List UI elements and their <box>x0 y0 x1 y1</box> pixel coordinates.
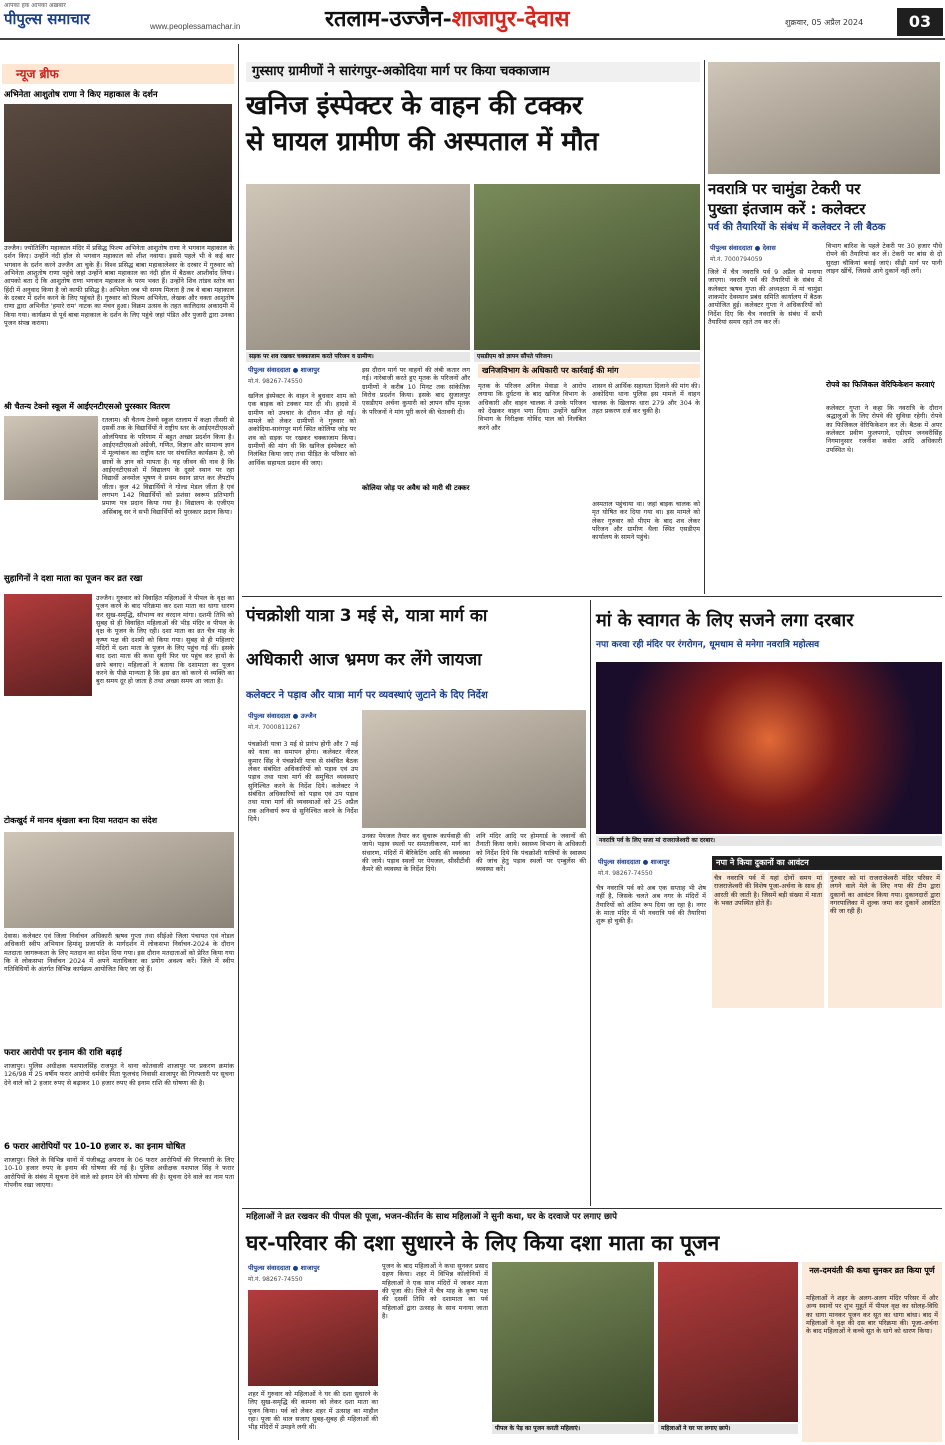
women-worship-photo <box>4 594 92 696</box>
column-divider <box>704 60 705 594</box>
side-box-body: महिलाओं ने शहर के अलग-अलग मंदिर परिसर में और अन्य स्थानों पर शुभ मुहूर्त में पीपल वृक्ष का सोलह-विधि का धागा मानकर पूजन कर सूत का धागा बांधा। बाद में महिलाओं ने वृक्ष की दस बार परिक्रमा की। पूजा-अर्चना के बाद महिलाओं ने कच्चे सूत के धागे को धारण किया। <box>806 1294 938 1336</box>
brief-title-4: टोकखुर्द में मानव श्रृंखला बना दिया मतदान का संदेश <box>4 816 158 825</box>
memorandum-photo <box>474 184 700 350</box>
brief-body-1: उज्जैन। ज्योतिर्लिंग महाकाल मंदिर में प्रसिद्ध फिल्म अभिनेता आशुतोष राणा ने भगवान महाकाल के दर्शन किए। उन्होंने नंदी हॉल से भगवान महाकाल को शीश नवाया। इससे पहले भी वे कई बार भगवान के दर्शन करने उज्जैन आ चुके हैं। विश्व प्रसिद्ध बाबा महाकालेश्वर के दरबार में गुरुवार को अभिनेता आशुतोष राणा पहुंचे जहां उन्होंने बाबा महाकाल का नंदी हॉल में बैठकर आशीर्वाद लिया। आपको बता दें कि आशुतोष राणा भगवान महाकाल के परम भक्त हैं। उन्होंने शिव तांडव स्तोत्र का हिंदी में अनुवाद किया है जो काफी प्रसिद्ध है। अभिनेता जब भी समय मिलता है तब वे बाबा महाकाल के दरबार में दर्शन करने के लिए पहुंचते हैं। गुरुवार को फिल्म अभिनेता, लेखक और वक्ता आशुतोष राणा द्वारा अभिनीत 'हमारे राम' नाटक का मंचन हुआ। विक्रम उत्सव के तहत कालिदास अकादमी में किया गया। कार्यक्रम से पूर्व बाबा महाकाल के दर्शन के लिए पहुंचे जहां पंडित और पुजारी द्वारा उनका पूजन संपन्न कराया। <box>4 244 234 327</box>
panchkroshi-col-1: पंचक्रोशी यात्रा 3 मई से प्रारंभ होगी और 7 मई को यात्रा का समापन होगा। कलेक्टर नीरज कुमार सिंह ने पंचक्रोशी यात्रा से संबंधित बैठक लेकर संबंधित अधिकारियों को पड़ाव एवं उप पड़ाव तथा यात्रा मार्ग की समुचित व्यवस्थाएं सुनिश्चित करने के निर्देश दिये। कलेक्टर ने संबंधित अधिकारियों को पड़ाव एवं उप पड़ाव तथा यात्रा मार्ग की व्यवस्थाओं को 25 अप्रैल तक अनिवार्य रूप से सुनिश्चित करने के निर्देश दिये। <box>248 740 358 823</box>
brief-title-5: फरार आरोपी पर इनाम की राशि बढ़ाई <box>4 1048 122 1058</box>
section-rule <box>242 596 942 597</box>
site-url: www.peoplessamachar.in <box>150 22 241 31</box>
darbar-col-2: चैत्र नवरात्रि पर्व में यहां दोनों समय मां राजराजेश्वरी की विशेष पूजा-अर्चना के साथ ही आरती की जाती है। जिसमें बड़ी संख्या में माता के भक्त उपस्थित होते हैं। <box>712 872 824 1008</box>
peepal-worship-photo <box>492 1262 654 1422</box>
dashamata-headline: घर-परिवार की दशा सुधारने के लिए किया दशा माता का पूजन <box>246 1231 720 1255</box>
lead-headline-2: से घायल ग्रामीण की अस्पताल में मौत <box>246 127 599 157</box>
brief-body-5: शाजापुर। पुलिस अधीक्षक यशपालसिंह राजपूत ने थाना कोतवाली शाजापुर पर प्रकरण क्रमांक 126/98 में 25 वर्षीय फरार आरोपी धर्मवीर पिता फूलचंद निवासी शाजापुर की गिरफ्तारी पर सूचना देने वाले को 2 हजार रुपए से बढ़ाकर 10 हजार रुपए की इनाम राशि की घोषणा की है। <box>4 1062 234 1087</box>
news-brief-header: न्यूज ब्रीफ <box>2 64 234 84</box>
dashamata-mobile: मो.नं. 98267-74550 <box>248 1276 303 1283</box>
panchkroshi-col-2: उनका पेयजल तैयार कर सुचारू कार्यवाही की जाये। पड़ाव स्थलों पर समतलीकरण, मार्ग का संधारण, मंदिरों में बैरिकेटिंग आदि की व्यवस्था की जाये। पड़ाव स्थलों पर पेयजल, सीसीटीवी कैमरे की व्यवस्था के निर्देश दिये। <box>362 832 470 874</box>
temple-caption: नवरात्रि पर्व के लिए सजा मां राजराजेश्वरी का दरबार। <box>596 836 942 846</box>
lead-byline: पीपुल्स संवाददाता ● शाजापुर <box>248 366 320 374</box>
navratri-subhead: रोपवे का फिजिकल वेरिफिकेशन करवाएं <box>826 380 935 389</box>
masthead <box>0 0 945 40</box>
brief-title-6: 6 फरार आरोपियों पर 10-10 हजार रु. का इनाम घोषित <box>4 1142 186 1152</box>
navratri-byline: पीपुल्स संवाददाता ● देवास <box>710 244 776 252</box>
dashamata-col-1: शहर में गुरुवार को महिलाओं ने घर की दशा सुधारने के लिए सुख-समृद्धि की कामना को लेकर दशा माता का पूजन किया। पर्व को लेकर शहर में उत्साह का माहौल रहा। पूजा की थाल सजाए सुबह-सुबह ही महिलाओं की भीड़ मंदिरों में उमड़ने लगी थी। <box>248 1390 378 1432</box>
woman-handprint-photo <box>658 1262 798 1422</box>
newspaper-logo: आपका हक आपका अख़बार पीपुल्स समाचार <box>4 2 90 28</box>
dashamata-byline: पीपुल्स संवाददाता ● शाजापुर <box>248 1264 320 1272</box>
brief-title-3: सुहागिनों ने दशा माता का पूजन कर व्रत रखा <box>4 574 143 584</box>
handprint-caption: महिलाओं ने घर पर लगाए छापे। <box>658 1424 798 1434</box>
edition-title: रतलाम-उज्जैन-शाजापुर-देवास <box>325 6 570 32</box>
column-divider <box>590 600 591 1206</box>
brief-body-6: शाजापुर। जिले के विभिन्न थानों में पंजीबद्ध अपराध के 06 फरार आरोपियों की गिरफ्तारी के लिए 10-10 हजार रुपए के इनाम की घोषणा की गई है। पुलिस अधीक्षक यशपाल सिंह ने फरार आरोपियों के संबंध में सूचना देने वाले को इनाम देने की घोषणा की है। सूचना देने वाले का नाम पता गोपनीय रखा जाएगा। <box>4 1156 234 1189</box>
blockade-photo <box>246 184 470 350</box>
lead-col-1: खनिज इंस्पेक्टर के वाहन ने बुधवार शाम को एक बाइक को टक्कर मार दी थी। हादसे में ग्रामीण को उपचार के दौरान मौत हो गई। मामले को लेकर ग्रामीणों ने गुरुवार को अकोदिया-सारंगपुर मार्ग स्थित कोलिया जोड़ पर शव को सड़क पर रखकर चक्काजाम किया। ग्रामीणों की मांग थी कि खनिज इंस्पेक्टर को निलंबित किया जाए तथा पीड़ित के परिवार को आर्थिक सहायता प्रदान की जाए। <box>248 392 356 467</box>
blockade-caption: सड़क पर शव रखकर चक्काजाम करते परिजन व ग्रामीण। <box>246 352 470 362</box>
lead-col-4: शासन से आर्थिक सहायता दिलाने की मांग की। अकोदिया थाना पुलिस इस मामले में वाहन चालक के खिलाफ धारा 279 और 304 के तहत प्रकरण दर्ज कर चुकी है। <box>592 382 700 415</box>
navratri-col-2b: कलेक्टर गुप्ता ने कहा कि नवरात्रि के दौरान श्रद्धालुओं के लिए रोपवे की सुविधा रहेगी। रोपवे का फिजिकल वेरिफिकेशन कर लें। बैठक में अपर कलेक्टर प्रवीण फुलपगारे, एडीएम जनवरीसिंह निगमानुसार रजनीश कसेरा आदि अधिकारी उपस्थित थे। <box>826 404 942 454</box>
panchkroshi-byline: पीपुल्स संवाददाता ● उज्जैन <box>248 712 317 720</box>
brief-body-2a: रतलाम। श्री चैतन्य टेक्नो स्कूल रतलाम में कक्षा तीसरी से दसवीं तक के विद्यार्थियों ने राष्ट्रीय स्तर के आईएनटीएसओ ओलंपियाड के परिणाम में बहुत अच्छा प्रदर्शन किया है। आईएनटीएसओ अंग्रेजी, गणित, विज्ञान और सामान्य ज्ञान में मूल्यांकन का राष्ट्रीय स्तर पर संचालित कार्यक्रम है, जो छात्रों के ज्ञान को मापता है। यह जीवन की नाव है कि आईएनटीएसओ में विद्यालय के दूसरे स्थान पर रहा विद्यार्थी अनमोल भूषण ने प्रथम स्थान प्राप्त कर लैपटॉप जीता। कुल 42 विद्यार्थियों ने गोल्ड मेडल जीता है एवं लगभग 142 विद्यार्थियों को प्रशंसा स्वरूप प्रतिभागी प्रमाण पत्र प्रदान किया गया है। विद्यालय के एजीएम असिंबाबू सर ने सभी विद्यार्थियों को पुरस्कार प्रदान किया। <box>102 416 234 516</box>
shop-allotment-box-header: नपा ने किया दुकानों का आवंटन <box>712 856 942 870</box>
logo-tagline: आपका हक आपका अख़बार <box>4 2 66 9</box>
human-chain-photo <box>4 832 234 928</box>
lead-col-2: इस दौरान मार्ग पर वाहनों की लंबी कतार लग गई। नारेबाजी करते हुए मृतक के परिजनों और ग्रामीणों ने करीब 10 मिनट तक सांकेतिक विरोध प्रदर्शन किया। इसके बाद सुजालपुर एसडीएम अर्चना कुमारी को ज्ञापन सौंप मृतक के परिजनों ने मांग पूरी करने की चेतावनी दी। <box>362 366 470 416</box>
panchkroshi-deck: कलेक्टर ने पड़ाव और यात्रा मार्ग पर व्यवस्थाएं जुटाने के दिए निर्देश <box>246 690 488 701</box>
navratri-headline-1: नवरात्रि पर चामुंडा टेकरी पर <box>708 180 861 198</box>
panchkroshi-col-3: शनि मंदिर आदि पर होमगार्ड के जवानों की तैनाती किया जाये। स्वास्थ्य विभाग के अधिकारी को निर्देश दिये कि पंचक्रोशी यात्रियों के स्वास्थ्य की जांच हेतु पड़ाव स्थलों पर एम्बुलेंस की व्यवस्था करें। <box>476 832 586 874</box>
brief-body-3: उज्जैन। गुरुवार को विवाहित महिलाओं ने पीपल के वृक्ष का पूजन करने के बाद परिक्रमा कर दशा माता का धागा धारण कर सुख-समृद्धि, सौभाग्य का वरदान मांगा। दशमी तिथि को सुबह से ही विवाहित महिलाओं की भीड़ मंदिर व पीपल के वृक्ष के पूजन के लिए रही। दशा माता का व्रत चैत्र माह के कृष्ण पक्ष की दशमी को किया गया। सुबह से ही महिलाएं मंदिरों में दशा माता के पूजन के लिए पहुंच गई थीं। इसके बाद दशा माता की कथा सुनी फिर घर पहुंच कर हाथों के छापे बनाए। महिलाओं ने बताया कि दशामाता का पूजन करने के पीछे मान्यता है कि इस व्रत को करने से व्यक्ति का बुरा समय दूर हो जाता है तथा अच्छा समय आ जाता है। <box>96 594 234 686</box>
darbar-byline: पीपुल्स संवाददाता ● शाजापुर <box>598 858 670 866</box>
darbar-deck: नपा करवा रही मंदिर पर रंगरोगन, धूमधाम से मनेगा नवरात्रि महोत्सव <box>596 640 820 650</box>
navratri-col-1: जिले में चैत्र नवरात्रि पर्व 9 अप्रैल से मनाया जाएगा। नवरात्रि पर्व की तैयारियों के संबंध में कलेक्टर ऋषव गुप्ता की अध्यक्षता में मां चामुंडा शाकमोर देवस्थान प्रबंध समिति कार्यालय में बैठक आयोजित हुई। कलेक्टर गुप्ता ने अधिकारियों को निर्देश दिए कि चैत्र नवरात्रि के संबंध में सभी तैयारियां समय रहते तय कर लें। <box>708 268 822 326</box>
darbar-mobile: मो.नं. 98267-74550 <box>598 870 653 877</box>
date-line: शुक्रवार, 05 अप्रैल 2024 <box>785 18 864 27</box>
darbar-col-1: चैत्र नवरात्रि पर्व को अब एक सप्ताह भी शेष नहीं है, जिसके चलते अब नगर के मंदिरों में तैयारियों को अंतिम रूप दिया जा रहा है। नगर के माता मंदिर में भी नवरात्रि पर्व की तैयारियां शुरू हो चुकी हैं। <box>596 884 706 926</box>
lead-kicker: गुस्साए ग्रामीणों ने सारंगपुर-अकोदिया मार्ग पर किया चक्काजाम <box>246 62 700 82</box>
lead-mobile: मो.नं. 98267-74550 <box>248 378 303 385</box>
lead-subhead: खनिजविभाग के अधिकारी पर कार्रवाई की मांग <box>478 364 700 378</box>
page-number: 03 <box>897 8 943 36</box>
women-group-photo <box>248 1290 378 1386</box>
award-photo <box>4 416 98 500</box>
actor-photo <box>4 104 232 242</box>
panchkroshi-headline-1: पंचक्रोशी यात्रा 3 मई से, यात्रा मार्ग का <box>246 606 488 626</box>
panchkroshi-headline-2: अधिकारी आज भ्रमण कर लेंगे जायजा <box>246 650 482 670</box>
lead-col-3: मृतक के परिजन अनिल मेवाडा ने आरोप लगाया कि दुर्घटना के बाद खनिज विभाग के अधिकारी और वाहन चालक ने उनके परिजन को देखकर वाहन भगा दिया। उन्होंने खनिज विभाग के निरीक्षक गोविंद पाल को निलंबित करने और <box>478 382 586 432</box>
lead-col-2-subhead: कोलिया जोड़ पर अवैध को मारी थी टक्कर <box>362 484 470 492</box>
darbar-col-3: गुरुवार को मां राजराजेश्वरी मंदिर परिसर में लगने वाले मेले के लिए नपा की टीम द्वारा दुकानों का आवंटन किया गया। दुकानदारों द्वारा नगरपालिका में शुल्क जमा कर दुकानें आवंटित की जा रही हैं। <box>828 872 942 1008</box>
column-divider <box>238 44 239 1440</box>
darbar-headline: मां के स्वागत के लिए सजने लगा दरबार <box>596 610 854 631</box>
panchkroshi-meeting-photo <box>362 710 586 828</box>
brief-body-4: देवास। कलेक्टर एवं जिला निर्वाचन अधिकारी ऋषव गुप्ता तथा सीईओ जिला पंचायत एवं नोडल अधिकारी स्वीप अभियान हिमांशु प्रजापति के मार्गदर्शन में लोकसभा निर्वाचन-2024 के दौरान मतदाता जागरूकता के लिए मतदान का संदेश दिया गया। इस दौरान मतदाताओं को प्रेरित किया गया कि वे लोकसभा निर्वाचन 2024 में अपने मताधिकार का प्रयोग अवश्य करें। जिले में स्वीप गतिविधियों के अंतर्गत विभिन्न कार्यक्रम आयोजित किए जा रहे हैं। <box>4 932 234 974</box>
lead-col-5: अस्पताल पहुंचाया था। जहां बाइक चालक को मृत घोषित कर दिया गया था। इस मामले को लेकर गुरुवार को पीएम के बाद शव लेकर परिजन और ग्रामीण थैला स्थित एसडीएम कार्यालय के सामने पहुंचे। <box>592 500 700 542</box>
peepal-caption: पीपल के पेड़ का पूजन करती महिलाएं। <box>492 1424 654 1434</box>
lead-headline-1: खनिज इंस्पेक्टर के वाहन की टक्कर <box>246 91 583 121</box>
dashamata-col-2: पूजन के बाद महिलाओं ने कथा सुनकर प्रसाद ग्रहण किया। शहर में विभिन्न कॉलोनियों में महिलाओं ने एक साथ मंदिरों में जाकर माता की पूजा की। जिले में चैत्र माह के कृष्ण पक्ष की दसवीं तिथि को दशामाता का पर्व महिलाओं द्वारा उत्साह के साथ मनाया जाता है। <box>382 1262 488 1320</box>
meeting-photo <box>708 62 940 174</box>
navratri-col-2: विभाग बारिश के पहले टेकरी पर 30 हजार पौधे रोपने की तैयारियां कर लें। टेकरी पर बांस से दो सुरक्षा चौकियां बनाई जाएं। सीढ़ी मार्ग पर पानी लाइन खींचें, जिससे आगे दुकानें नहीं लगें। <box>826 242 942 275</box>
section-rule <box>242 1208 942 1209</box>
temple-night-photo <box>596 662 942 834</box>
dashamata-kicker: महिलाओं ने व्रत रखकर की पीपल की पूजा, भजन-कीर्तन के साथ महिलाओं ने सुनी कथा, घर के दरवाजे पर लगाए छापे <box>246 1212 617 1222</box>
navratri-mobile: मो.नं. 7000794059 <box>710 256 763 263</box>
side-box-heading: नल-दमयंती की कथा सुनकर व्रत किया पूर्ण <box>809 1266 935 1275</box>
brief-title-2: श्री चैतन्य टेक्नो स्कूल में आईएनटीएसओ पुरस्कार वितरण <box>4 402 170 411</box>
brief-title-1: अभिनेता आशुतोष राणा ने किए महाकाल के दर्शन <box>4 90 158 100</box>
panchkroshi-mobile: मो.नं. 7000811267 <box>248 724 301 731</box>
side-box <box>802 1262 942 1442</box>
navratri-headline-2: पुख्ता इंतजाम करें : कलेक्टर <box>708 200 866 218</box>
navratri-deck: पर्व की तैयारियों के संबंध में कलेक्टर ने ली बैठक <box>708 222 886 233</box>
memorandum-caption: एसडीएम को ज्ञापन सौंपते परिजन। <box>474 352 700 362</box>
